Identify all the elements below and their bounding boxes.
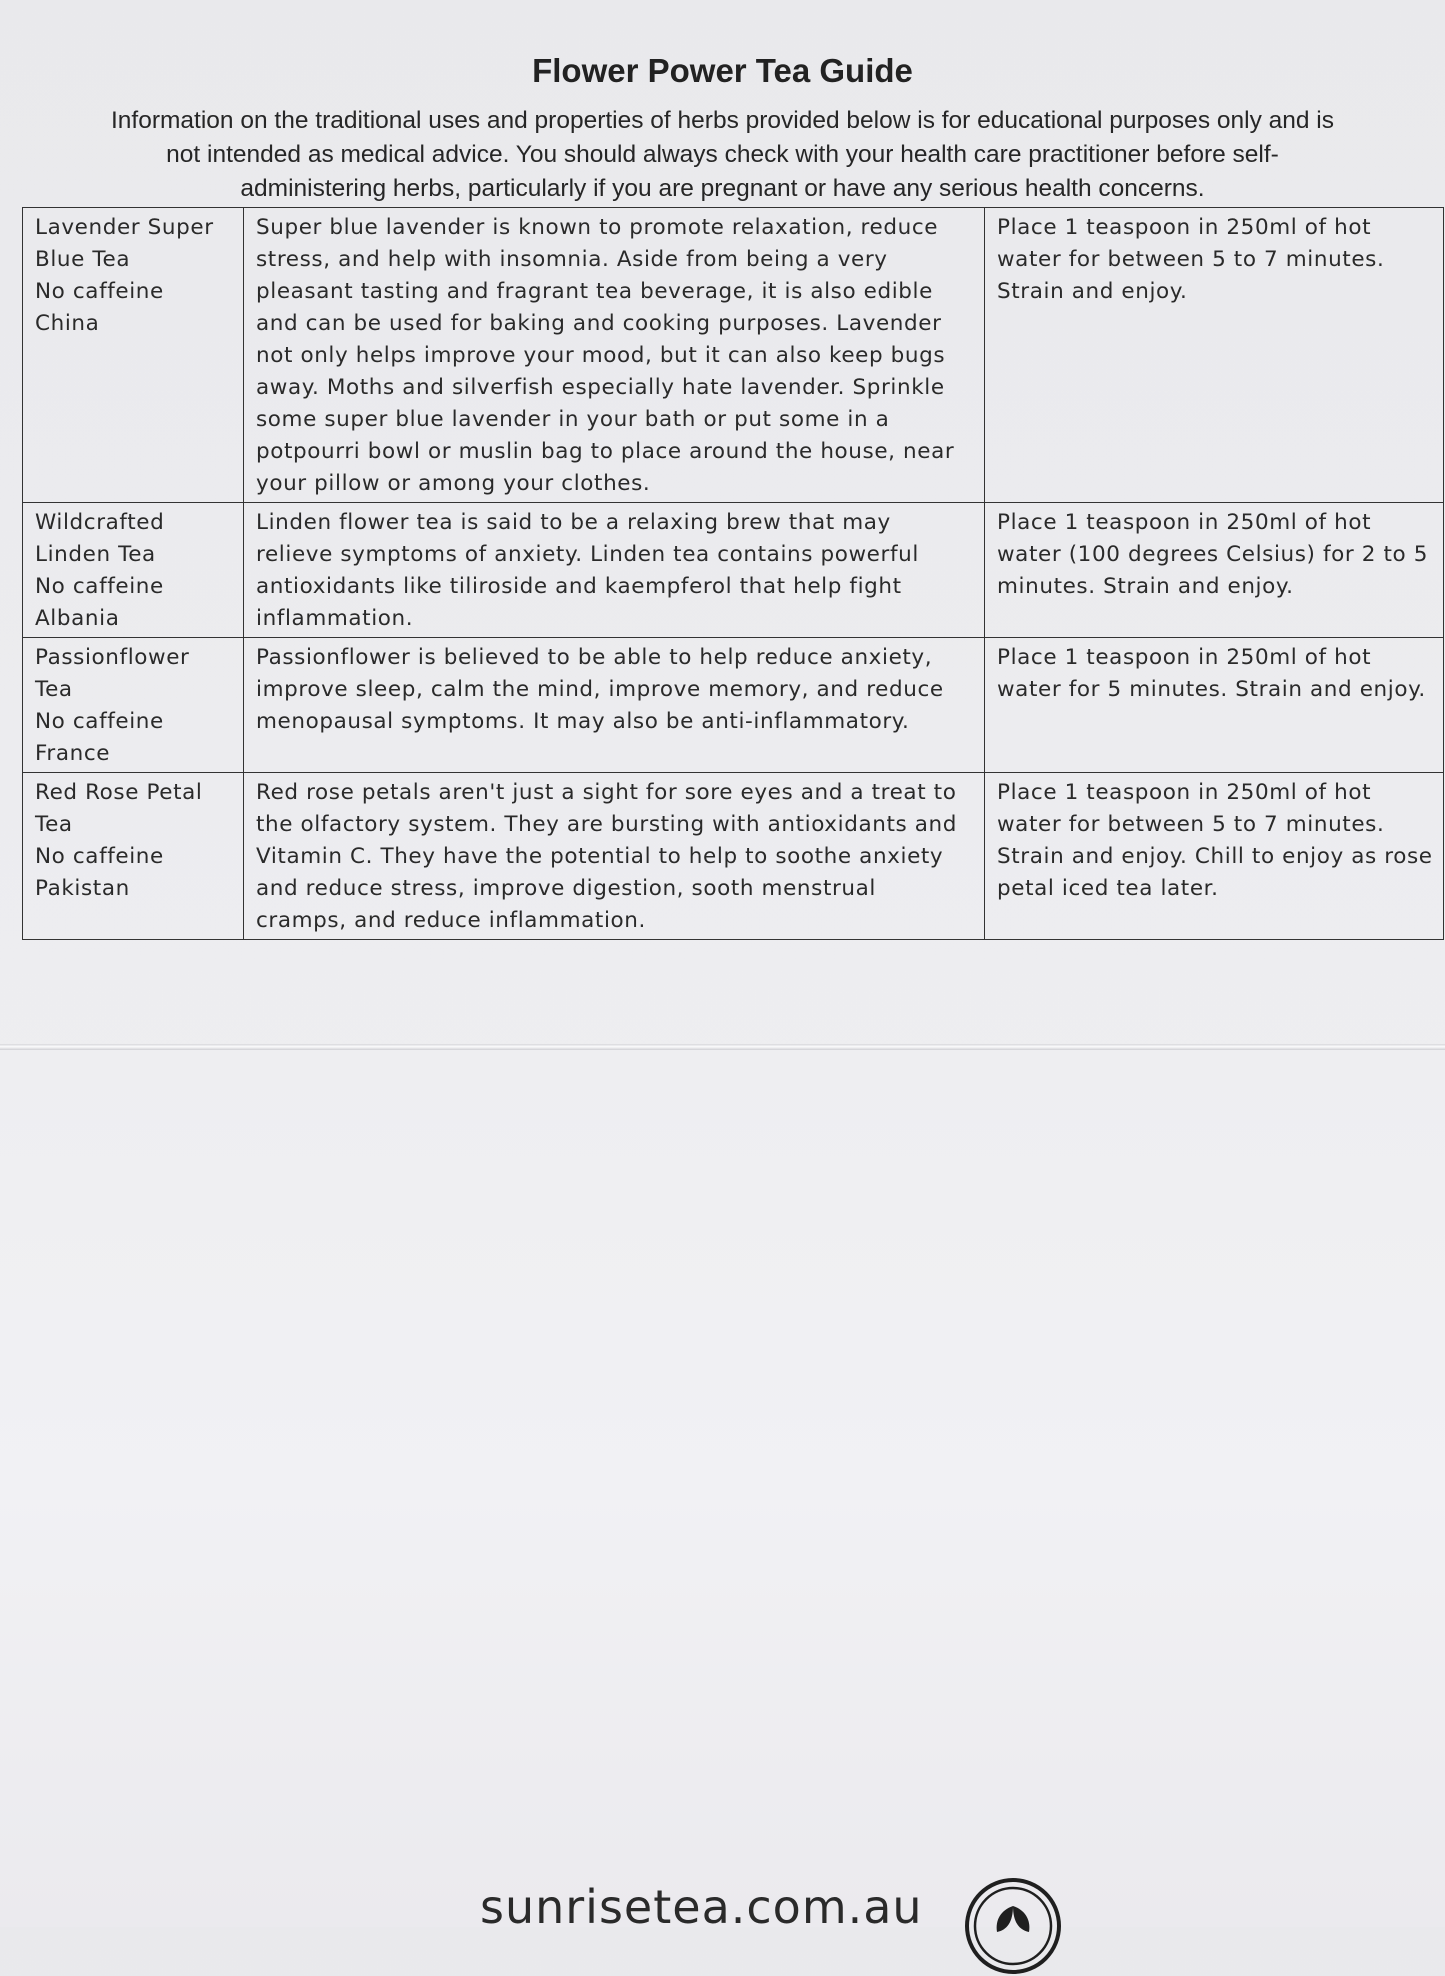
tea-caffeine: No caffeine [35,574,164,599]
tea-name: Passionflower Tea [35,645,190,702]
tea-caffeine: No caffeine [35,844,164,869]
paper-fold [0,1044,1445,1050]
tea-name: Lavender Super Blue Tea [35,215,214,272]
table-row [23,773,1444,940]
website-text: sunrisetea.com.au [480,1880,923,1934]
page-title: Flower Power Tea Guide [532,52,913,89]
table-row [23,503,1444,638]
tea-brewing: Place 1 teaspoon in 250ml of hot water for between 5 to 7 minutes. Strain and enjoy. Chill to enjoy as rose petal iced tea later. [985,773,1444,940]
tea-origin: Albania [35,606,120,631]
tea-description: Passionflower is believed to be able to help reduce anxiety, improve sleep, calm the mind, improve memory, and reduce menopausal symptoms. It may also be anti-inflammatory. [244,638,985,773]
tea-name-cell [23,208,244,503]
tea-brewing: Place 1 teaspoon in 250ml of hot water for 5 minutes. Strain and enjoy. [985,638,1444,773]
tea-name-cell [23,638,244,773]
table-row [23,208,1444,503]
tea-origin: China [35,311,100,336]
tea-origin: Pakistan [35,876,130,901]
tea-description: Linden flower tea is said to be a relaxing brew that may relieve symptoms of anxiety. Linden tea contains powerful antioxidants like tiliroside and kaempferol that help fight inflammation. [244,503,985,638]
tea-name: Red Rose Petal Tea [35,780,203,837]
tea-guide-table [22,207,1444,940]
tea-description: Super blue lavender is known to promote relaxation, reduce stress, and help with insomnia. Aside from being a very pleasant tasting and fragrant tea beverage, it is also edible and can be used for baking and cooking purposes. Lavender not only helps improve your mood, but it can also keep bugs away. Moths and silverfish especially hate lavender. Sprinkle some super blue lavender in your bath or put some in a potpourri bowl or muslin bag to place around the house, near your pillow or among your clothes. [244,208,985,503]
tea-name-cell [23,503,244,638]
tea-name-cell [23,773,244,940]
tea-brewing: Place 1 teaspoon in 250ml of hot water (100 degrees Celsius) for 2 to 5 minutes. Strain and enjoy. [985,503,1444,638]
tea-caffeine: No caffeine [35,279,164,304]
disclaimer-paragraph: Information on the traditional uses and properties of herbs provided below is for educational purposes only and is not intended as medical advice. You should always check with your health care practitioner before self-administering herbs, particularly if you are pregnant or have any serious health concerns. [110,107,1334,202]
table-row [23,638,1444,773]
tea-origin: France [35,741,111,766]
lower-panel [0,1050,1445,1927]
tea-name: Wildcrafted Linden Tea [35,510,165,567]
leaf-circle-icon [963,1876,1063,1976]
tea-brewing: Place 1 teaspoon in 250ml of hot water for between 5 to 7 minutes. Strain and enjoy. [985,208,1444,503]
tea-caffeine: No caffeine [35,709,164,734]
tea-description: Red rose petals aren't just a sight for sore eyes and a treat to the olfactory system. They are bursting with antioxidants and Vitamin C. They have the potential to help to soothe anxiety and reduce stress, improve digestion, sooth menstrual cramps, and reduce inflammation. [244,773,985,940]
